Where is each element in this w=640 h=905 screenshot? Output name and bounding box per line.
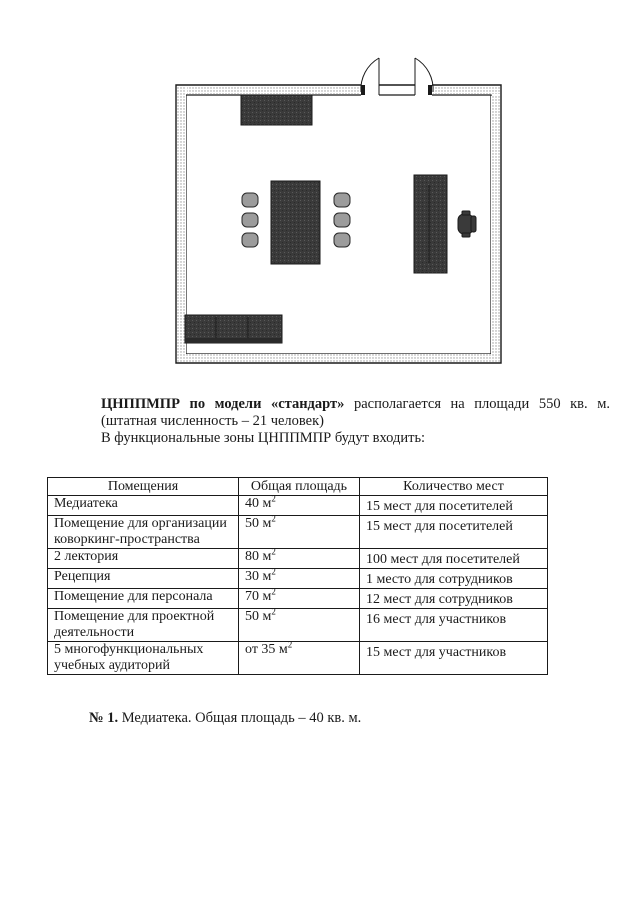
- header-rooms: Помещения: [48, 478, 239, 496]
- seats-cell: 1 место для сотрудников: [360, 569, 548, 589]
- chairs-right: [334, 193, 350, 247]
- caption-number: № 1.: [89, 710, 119, 726]
- table-row: [48, 609, 548, 642]
- seats-cell: 15 мест для участников: [360, 642, 548, 675]
- room-cell: 2 лектория: [48, 549, 239, 569]
- intro-bold-lead: ЦНППМПР по модели «стандарт»: [101, 396, 345, 412]
- table-row: [48, 549, 548, 569]
- chairs-left: [242, 193, 258, 247]
- room-cell: 5 многофункциональных учебных аудиторий: [48, 642, 239, 675]
- room-cell: Помещение для персонала: [48, 589, 239, 609]
- seats-cell: 15 мест для посетителей: [360, 516, 548, 549]
- intro-line-1-rest: располагается на площади 550 кв. м.: [344, 396, 610, 412]
- room-cell: Помещение для организации коворкинг-пространства: [48, 516, 239, 549]
- shelf-cabinet: [241, 95, 312, 125]
- area-cell: 80 $м^2$: [239, 549, 360, 569]
- office-chair: [458, 211, 476, 237]
- caption-text: Медиатека. Общая площадь – 40 кв. м.: [118, 710, 362, 726]
- area-cell: 50 $м^2$: [239, 609, 360, 642]
- meeting-table: [271, 181, 320, 264]
- table-row: [48, 642, 548, 675]
- seats-cell: 100 мест для посетителей: [360, 549, 548, 569]
- table-row: [48, 569, 548, 589]
- floor-plan-drawing: [0, 0, 640, 380]
- area-cell: 70 $м^2$: [239, 589, 360, 609]
- table-row: [48, 589, 548, 609]
- room-cell: Медиатека: [48, 496, 239, 516]
- desk: [414, 175, 447, 273]
- seats-cell: 12 мест для сотрудников: [360, 589, 548, 609]
- seats-cell: 16 мест для участников: [360, 609, 548, 642]
- table-row: [48, 496, 548, 516]
- header-seats: Количество мест: [360, 478, 548, 496]
- intro-line-1: [101, 396, 610, 413]
- area-cell: 30 $м^2$: [239, 569, 360, 589]
- sofa: [185, 315, 282, 343]
- table-header-row: [48, 478, 548, 496]
- area-cell: 50 $м^2$: [239, 516, 360, 549]
- area-cell: от 35 $м^2$: [239, 642, 360, 675]
- door-left: [361, 58, 379, 95]
- intro-line-3: В функциональные зоны ЦНППМПР будут входить:: [101, 430, 426, 446]
- table-row: [48, 516, 548, 549]
- intro-line-2: (штатная численность – 21 человек): [101, 413, 324, 429]
- header-area: Общая площадь: [239, 478, 360, 496]
- zones-table: [47, 477, 548, 675]
- room-cell: Рецепция: [48, 569, 239, 589]
- room-cell: Помещение для проектной деятельности: [48, 609, 239, 642]
- seats-cell: 15 мест для посетителей: [360, 496, 548, 516]
- door-right: [415, 58, 433, 95]
- area-cell: 40 $м^2$: [239, 496, 360, 516]
- section-caption: [89, 710, 361, 727]
